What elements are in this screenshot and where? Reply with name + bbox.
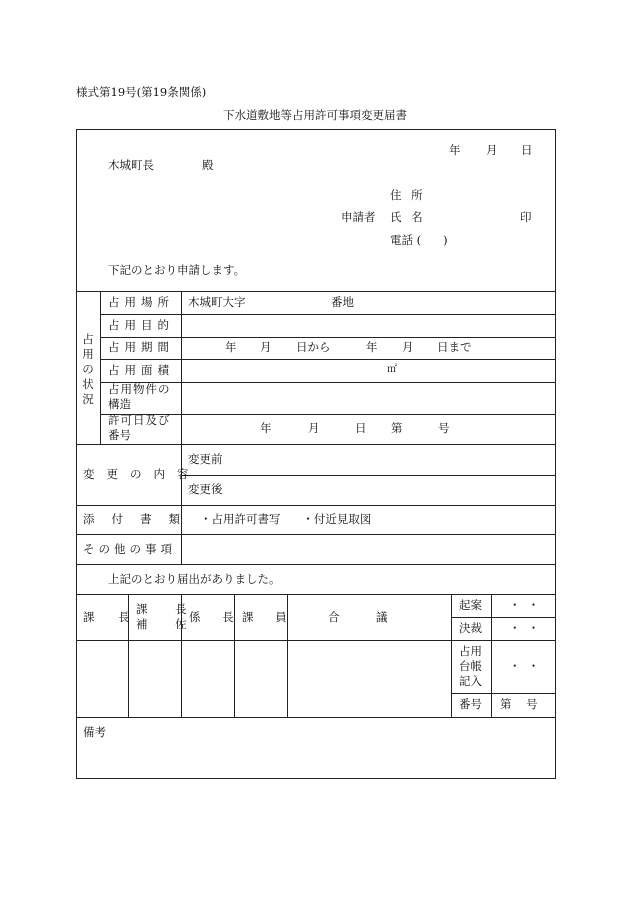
deputy-label-1: 課 長 (136, 602, 199, 616)
request-text: 下記のとおり申請します。 (108, 263, 246, 277)
purpose-label: 占用目的 (108, 318, 174, 332)
remarks-label: 備考 (83, 725, 106, 739)
approved-label: 決裁 (459, 621, 482, 635)
seal-mark: 印 (520, 210, 532, 224)
subsection-chief-label: 係 長 (189, 610, 243, 624)
address-label: 住 所 (390, 188, 426, 202)
location-suffix: 番地 (331, 295, 354, 309)
attachments-label: 添付書類 (83, 512, 197, 526)
ledger-date: ・ ・ (509, 659, 540, 673)
permit-year: 年 (260, 421, 272, 435)
drafted-label: 起案 (459, 598, 482, 612)
staff-label: 課 員 (242, 610, 296, 624)
period-month-1: 月 (260, 340, 272, 354)
form-number: 様式第19号(第19条関係) (76, 85, 207, 99)
drafted-date: ・ ・ (509, 598, 540, 612)
structure-label-2: 構造 (108, 397, 131, 411)
period-year-2: 年 (366, 340, 378, 354)
occupancy-section-label: 占 用 の 状 況 (82, 332, 94, 406)
period-label: 占用期間 (108, 340, 174, 354)
period-from: 日から (296, 340, 331, 354)
attachments-items: ・占用許可書写 ・付近見取図 (200, 512, 372, 526)
ledger-label-3: 記入 (459, 674, 482, 688)
permit-label-1: 許可日及び (108, 413, 171, 427)
ledger-label-1: 占用 (459, 644, 482, 658)
number-label: 番号 (459, 697, 482, 711)
name-label: 氏 名 (390, 210, 426, 224)
honorific: 殿 (202, 158, 214, 172)
changes-after: 変更後 (188, 482, 223, 496)
other-label: その他の事項 (83, 542, 176, 556)
addressee: 木城町長 (108, 158, 154, 172)
form-table (76, 129, 556, 779)
permit-label-2: 番号 (108, 428, 131, 442)
deputy-label-2: 補 佐 (136, 617, 199, 631)
permit-go: 号 (438, 421, 450, 435)
date-year: 年 (449, 143, 461, 157)
date-day: 日 (521, 143, 533, 157)
section-chief-label: 課 長 (83, 610, 140, 624)
notice-text: 上記のとおり届出がありました。 (108, 572, 281, 586)
page-title: 下水道敷地等占用許可事項変更届書 (223, 108, 407, 122)
permit-day: 日 (355, 421, 367, 435)
approved-date: ・ ・ (509, 621, 540, 635)
phone-label: 電話 ( ) (390, 233, 448, 247)
area-label: 占用面積 (108, 363, 174, 377)
applicant-label: 申請者 (341, 210, 376, 224)
location-label: 占用場所 (108, 295, 174, 309)
permit-month: 月 (308, 421, 320, 435)
council-label: 合 議 (328, 610, 388, 624)
number-value: 第 号 (500, 697, 538, 711)
date-month: 月 (486, 143, 498, 157)
ledger-label-2: 台帳 (459, 659, 482, 673)
changes-label: 変更の内容 (83, 467, 201, 481)
changes-before: 変更前 (188, 452, 223, 466)
permit-no: 第 (391, 421, 403, 435)
period-year-1: 年 (225, 340, 237, 354)
structure-label-1: 占用物件の (108, 382, 171, 396)
period-month-2: 月 (402, 340, 414, 354)
area-unit: ㎡ (387, 364, 397, 375)
location-value: 木城町大字 (188, 295, 246, 309)
period-to: 日まで (437, 340, 472, 354)
